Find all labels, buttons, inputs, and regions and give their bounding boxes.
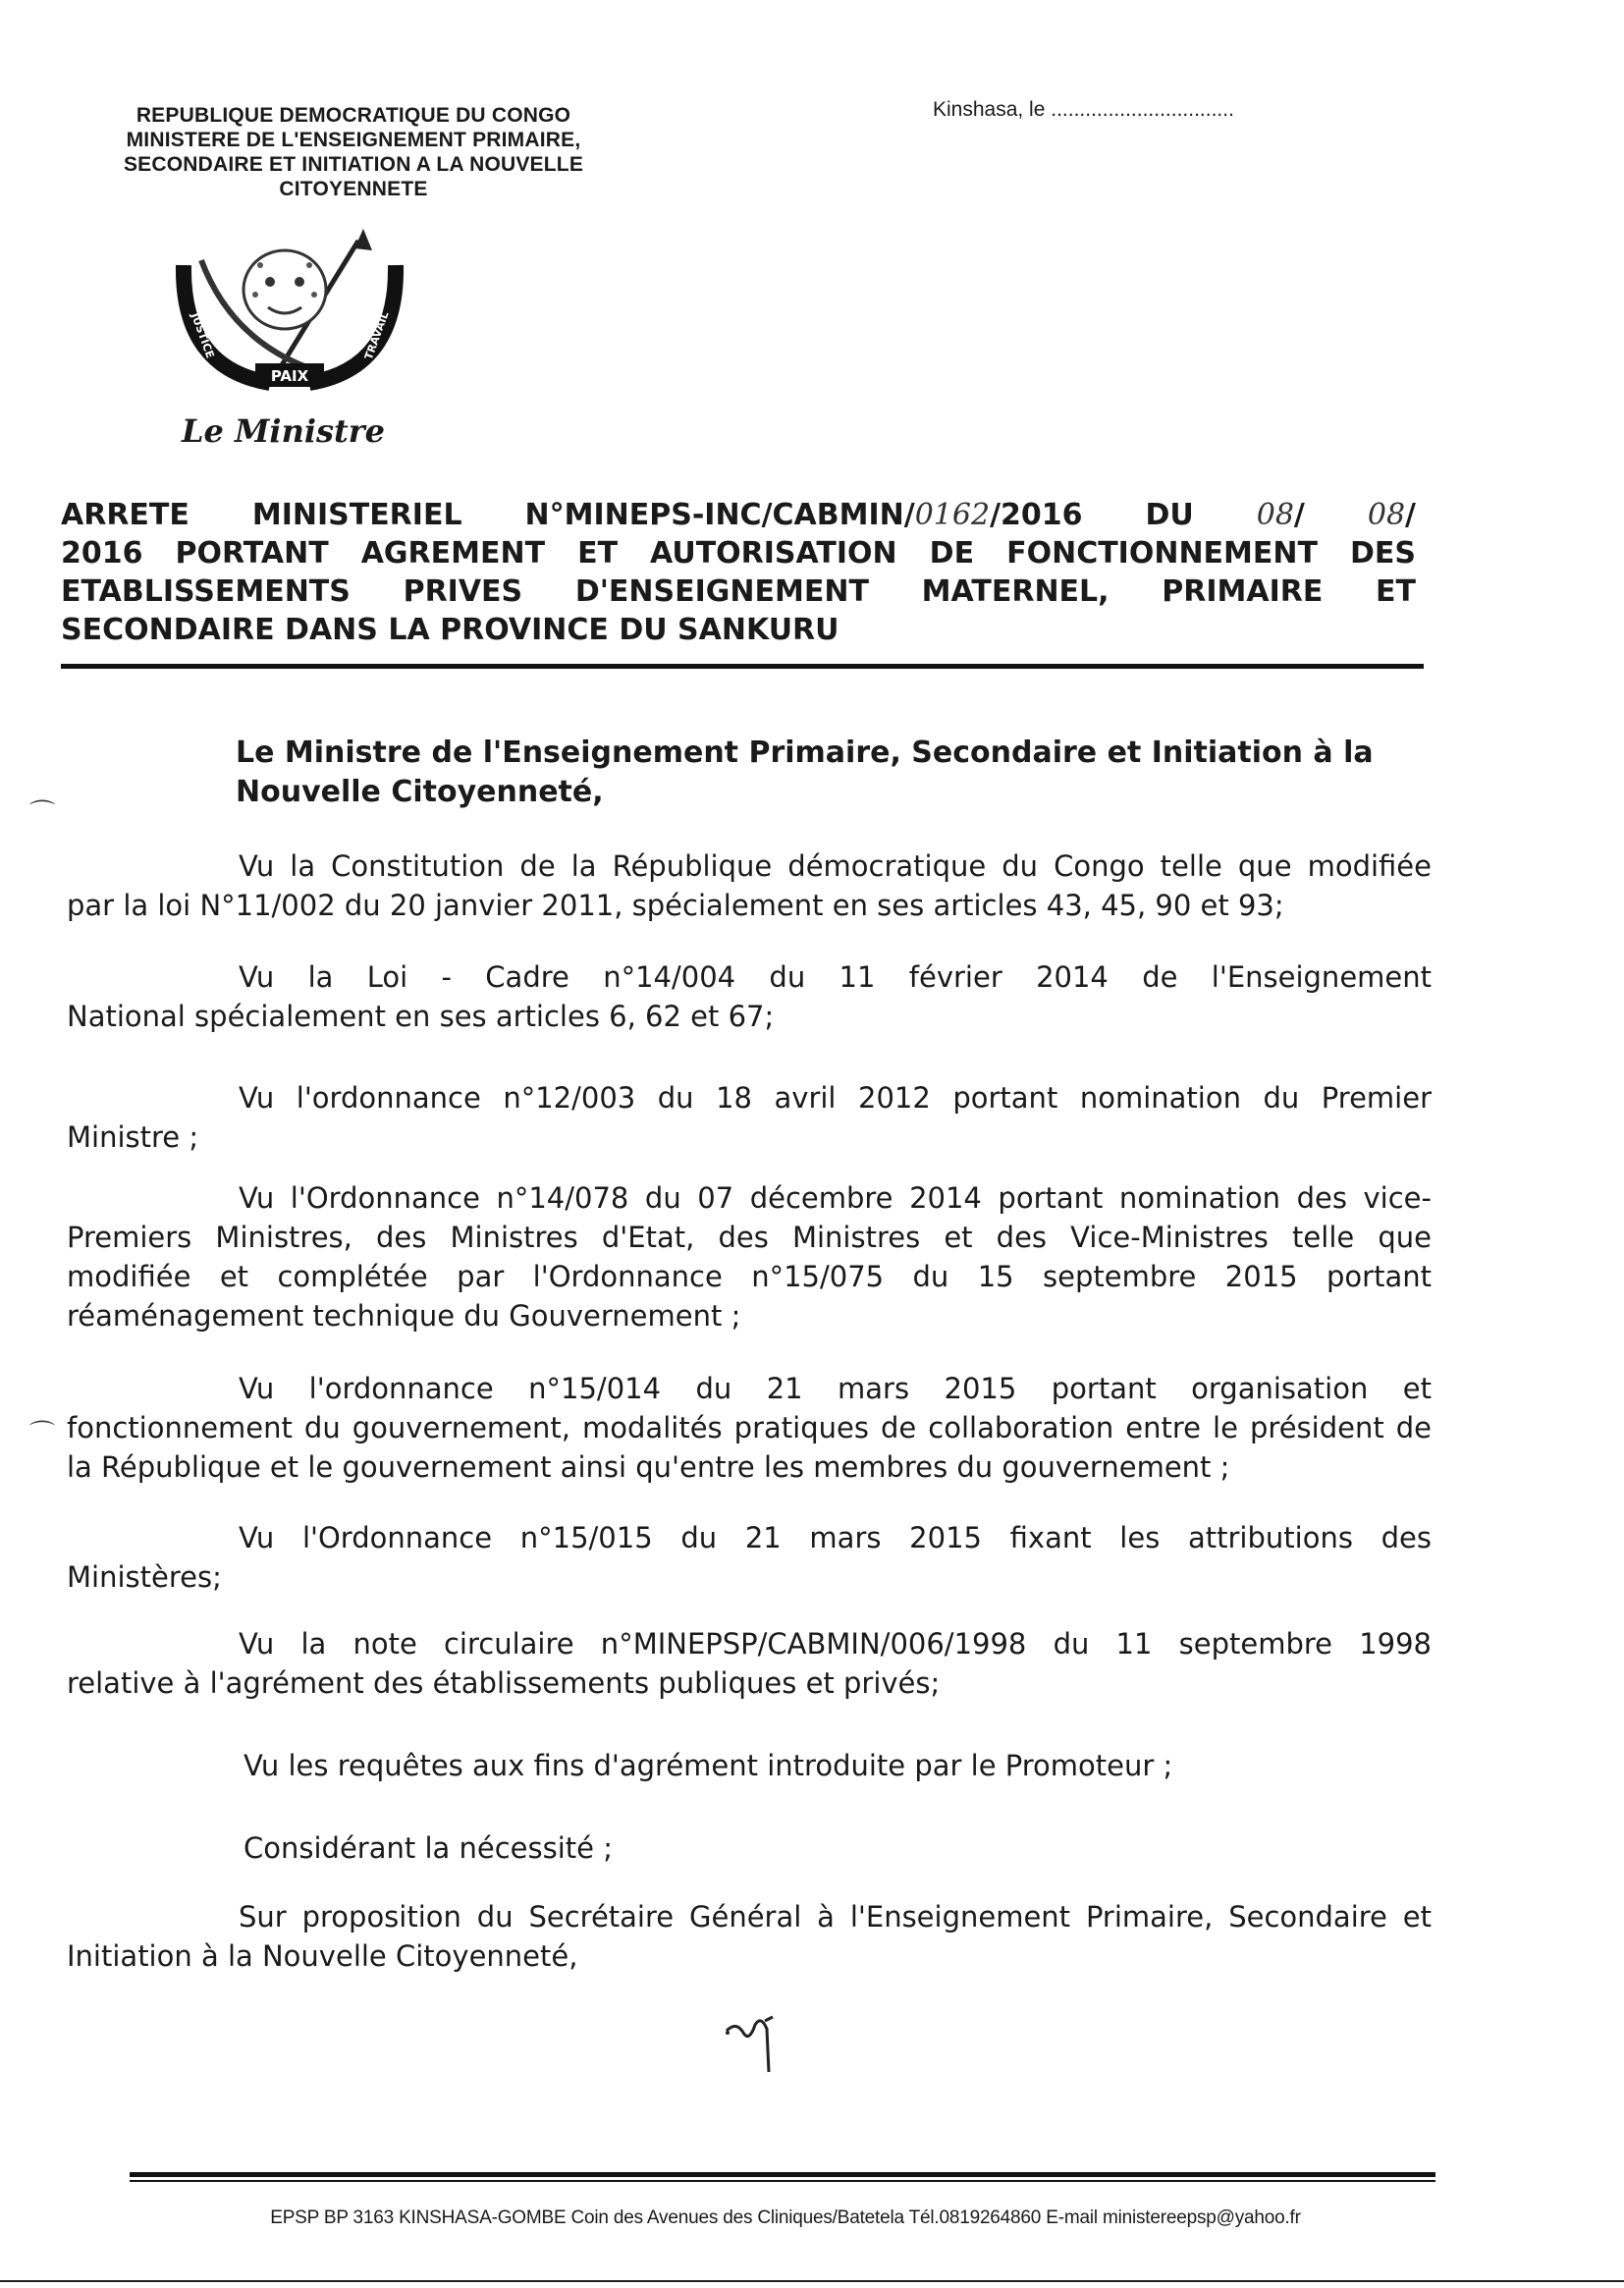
paragraph-organisation-gouvernement: Vu l'ordonnance n°15/014 du 21 mars 2015 portant organisation et fonctionnement du gouvernement, modalités pratiques de collaboration entre le président de la République et le gouvernement ainsi qu'entre les membres du gouvernement ; [67, 1372, 1432, 1484]
decree-number-handwritten: 0162 [914, 498, 991, 532]
signatory-title: Le Ministre [182, 412, 386, 450]
letterhead-country: REPUBLIQUE DEMOCRATIQUE DU CONGO [135, 104, 571, 127]
title-line-1: ARRETE MINISTERIEL N°MINEPS-INC/CABMIN/0162/2016 DU 08/ 08/ [61, 498, 1417, 532]
paragraph-ordonnance-gouvernement: Vu l'Ordonnance n°14/078 du 07 décembre 2014 portant nomination des vice- Premiers Ministres, des Ministres d'Etat, des Ministres et des Vice-Ministres telle que modifiée et complétée par l'Ordonnance n°15/075 du 15 septembre 2015 portant réaménagement technique du Gouvernement ; [67, 1181, 1432, 1333]
paragraph-ordonnance-premier-ministre: Vu l'ordonnance n°12/003 du 18 avril 2012 portant nomination du Premier Ministre ; [67, 1081, 1432, 1154]
title-line-4: SECONDAIRE DANS LA PROVINCE DU SANKURU [61, 613, 839, 647]
paragraph-requetes: Vu les requêtes aux fins d'agrément introduite par le Promoteur ; [244, 1749, 1173, 1782]
decree-title [61, 496, 1416, 649]
footer-rule [130, 2172, 1435, 2177]
paragraph-attributions-ministeres: Vu l'Ordonnance n°15/015 du 21 mars 2015 fixant les attributions des Ministères; [67, 1521, 1432, 1594]
paragraph-considerant: Considérant la nécessité ; [244, 1831, 613, 1865]
title-prefix: ARRETE MINISTERIEL N°MINEPS-INC/CABMIN/ [61, 498, 915, 532]
title-line-3: ETABLISSEMENTS PRIVES D'ENSEIGNEMENT MATERNEL, PRIMAIRE ET [61, 574, 1416, 609]
footer-rule-thin [130, 2180, 1435, 2182]
paragraph-constitution: Vu la Constitution de la République démocratique du Congo telle que modifiée par la loi N°11/002 du 20 janvier 2011, spécialement en ses articles 43, 45, 90 et 93; [67, 849, 1432, 922]
title-line-2: 2016 PORTANT AGREMENT ET AUTORISATION DE FONCTIONNEMENT DES [61, 536, 1416, 571]
minister-heading [236, 734, 1424, 812]
title-underline [61, 664, 1424, 669]
minister-heading-line-1: Le Ministre de l'Enseignement Primaire, Secondaire et Initiation à la [236, 735, 1374, 770]
title-mid: /2016 DU [990, 498, 1257, 532]
title-suffix: / [1405, 498, 1417, 532]
margin-mark: ⌒ [29, 1420, 56, 1449]
letterhead-ministry-2: SECONDAIRE ET INITIATION A LA NOUVELLE [123, 153, 584, 176]
paragraph-proposition: Sur proposition du Secrétaire Général à l'Enseignement Primaire, Secondaire et Initiation à la Nouvelle Citoyenneté, [67, 1900, 1432, 1973]
decree-month-handwritten: 08 [1367, 498, 1406, 532]
margin-mark: ⌒ [29, 799, 56, 829]
letterhead [39, 103, 668, 201]
motto-left: JUSTICE [188, 310, 217, 360]
paragraph-note-circulaire: Vu la note circulaire n°MINEPSP/CABMIN/006/1998 du 11 septembre 1998 relative à l'agrément des établissements publiques et privés; [67, 1627, 1432, 1700]
letterhead-ministry-3: CITOYENNETE [279, 178, 428, 200]
footer-address: EPSP BP 3163 KINSHASA-GOMBE Coin des Avenues des Cliniques/Batetela Tél.0819264860 E-mail ministereepsp@yahoo.fr [270, 2207, 1301, 2228]
handwritten-initials [722, 2003, 790, 2092]
paragraph-loi-cadre: Vu la Loi - Cadre n°14/004 du 11 février 2014 de l'Enseignement National spécialement en ses articles 6, 62 et 67; [67, 960, 1432, 1033]
motto-right: TRAVAIL [361, 309, 392, 362]
leopard-coat-of-arms-icon [162, 221, 417, 417]
decree-day-handwritten: 08 [1256, 498, 1294, 532]
motto-bottom: PAIX [270, 367, 309, 385]
letterhead-ministry-1: MINISTERE DE L'ENSEIGNEMENT PRIMAIRE, [126, 129, 581, 151]
page-edge [0, 2280, 1624, 2282]
minister-heading-line-2: Nouvelle Citoyenneté, [236, 775, 604, 809]
date-line: Kinshasa, le ................................ [933, 98, 1234, 121]
